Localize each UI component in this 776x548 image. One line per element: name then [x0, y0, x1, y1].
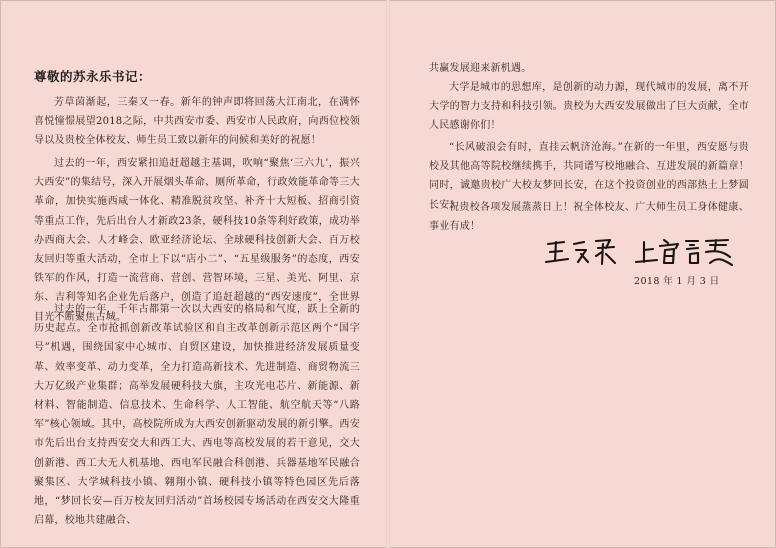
- body-paragraph: 过去的一年，西安紧扣追赶超越主基调，吹响“聚焦‘三六九’，振兴大西安”的集结号，深入开展烟头革命、厕所革命，行政效能革命等三大革命，加快实施西咸一体化、精准脱贫攻坚、补齐十大短板、招商引资等重点工作，先后出台人才新政23条，硬科技10条等利好政策，成功举办西商大会、人才峰会、欧亚经济论坛、全球硬科技创新大会、百万校友回归等重大活动，全市上下以“店小二”、“五星级服务”的态度，西安铁军的作风，打造一流营商、营创、营智环境，三星、美光、阿里、京东、吉利等知名企业先后落户，创造了追赶超越的“西安速度”，全世界目光不断聚焦古城。: [34, 158, 360, 323]
- continued-paragraph: 共赢发展迎来新机遇。: [429, 63, 532, 74]
- closing-wishes: 祝贵校各项发展蒸蒸日上！祝全体校友、广大师生员工身体健康、事业有成！: [429, 202, 749, 233]
- body-paragraph: 芳草茵渐起，三秦又一春。新年的钟声即将回荡大江南北，在满怀喜悦憧憬展望2018之际，中共西安市委、西安市人民政府，向西位校领导以及贵校全体校友、师生员工致以新年的问候和美好的祝愿！: [34, 97, 360, 147]
- letter-date: 2018 年 1 月 3 日: [634, 276, 720, 287]
- left-page: [0, 0, 386, 548]
- salutation: 尊敬的苏永乐书记：: [34, 69, 152, 84]
- body-paragraph: 大学是城市的思想库，是创新的动力源，现代城市的发展，离不开大学的智力支持和科技引领。贵校为大西安发展做出了巨大贡献，全市人民感谢你们！: [429, 82, 749, 132]
- right-page: [390, 0, 776, 548]
- body-paragraph: “长风破浪会有时，直挂云帆济沧海。”在新的一年里，西安愿与贵校及其他高等院校继续携手，共同谱写校地融合、互进发展的新篇章！同时，诚邀贵校广大校友梦回长安，在这个投资创业的西部热土上梦圆长安！: [429, 142, 749, 211]
- handwritten-signature-icon: [540, 232, 740, 274]
- body-paragraph: 过去的一年，千年古都第一次以大西安的格局和气度，跃上全新的历史起点。全市抢抓创新改革试验区和自主改革创新示范区两个“国字号”机遇，围绕国家中心城市、自贸区建设，加快推进经济发展质量变革、效率变革、动力变革，全力打造高新技术、先进制造、商贸物流三大万亿级产业集群；高举发展硬科技大旗，主攻光电芯片、新能源、新材料、智能制造、信息技术、生命科学、人工智能、航空航天等“八路军”核心领域。其中，高校院所成为大西安创新驱动发展的新引擎。西安市先后出台支持西安交大和西工大、西电等高校发展的若干意见，交大创新港、西工大无人机基地、西电军民融合科创港、兵器基地军民融合聚集区、大学城科技小镇、翱翔小镇、硬科技小镇等特色园区先后落地，“梦回长安—百万校友回归活动”首场校园专场活动在西安交大隆重启幕，校地共建融合、: [34, 304, 360, 527]
